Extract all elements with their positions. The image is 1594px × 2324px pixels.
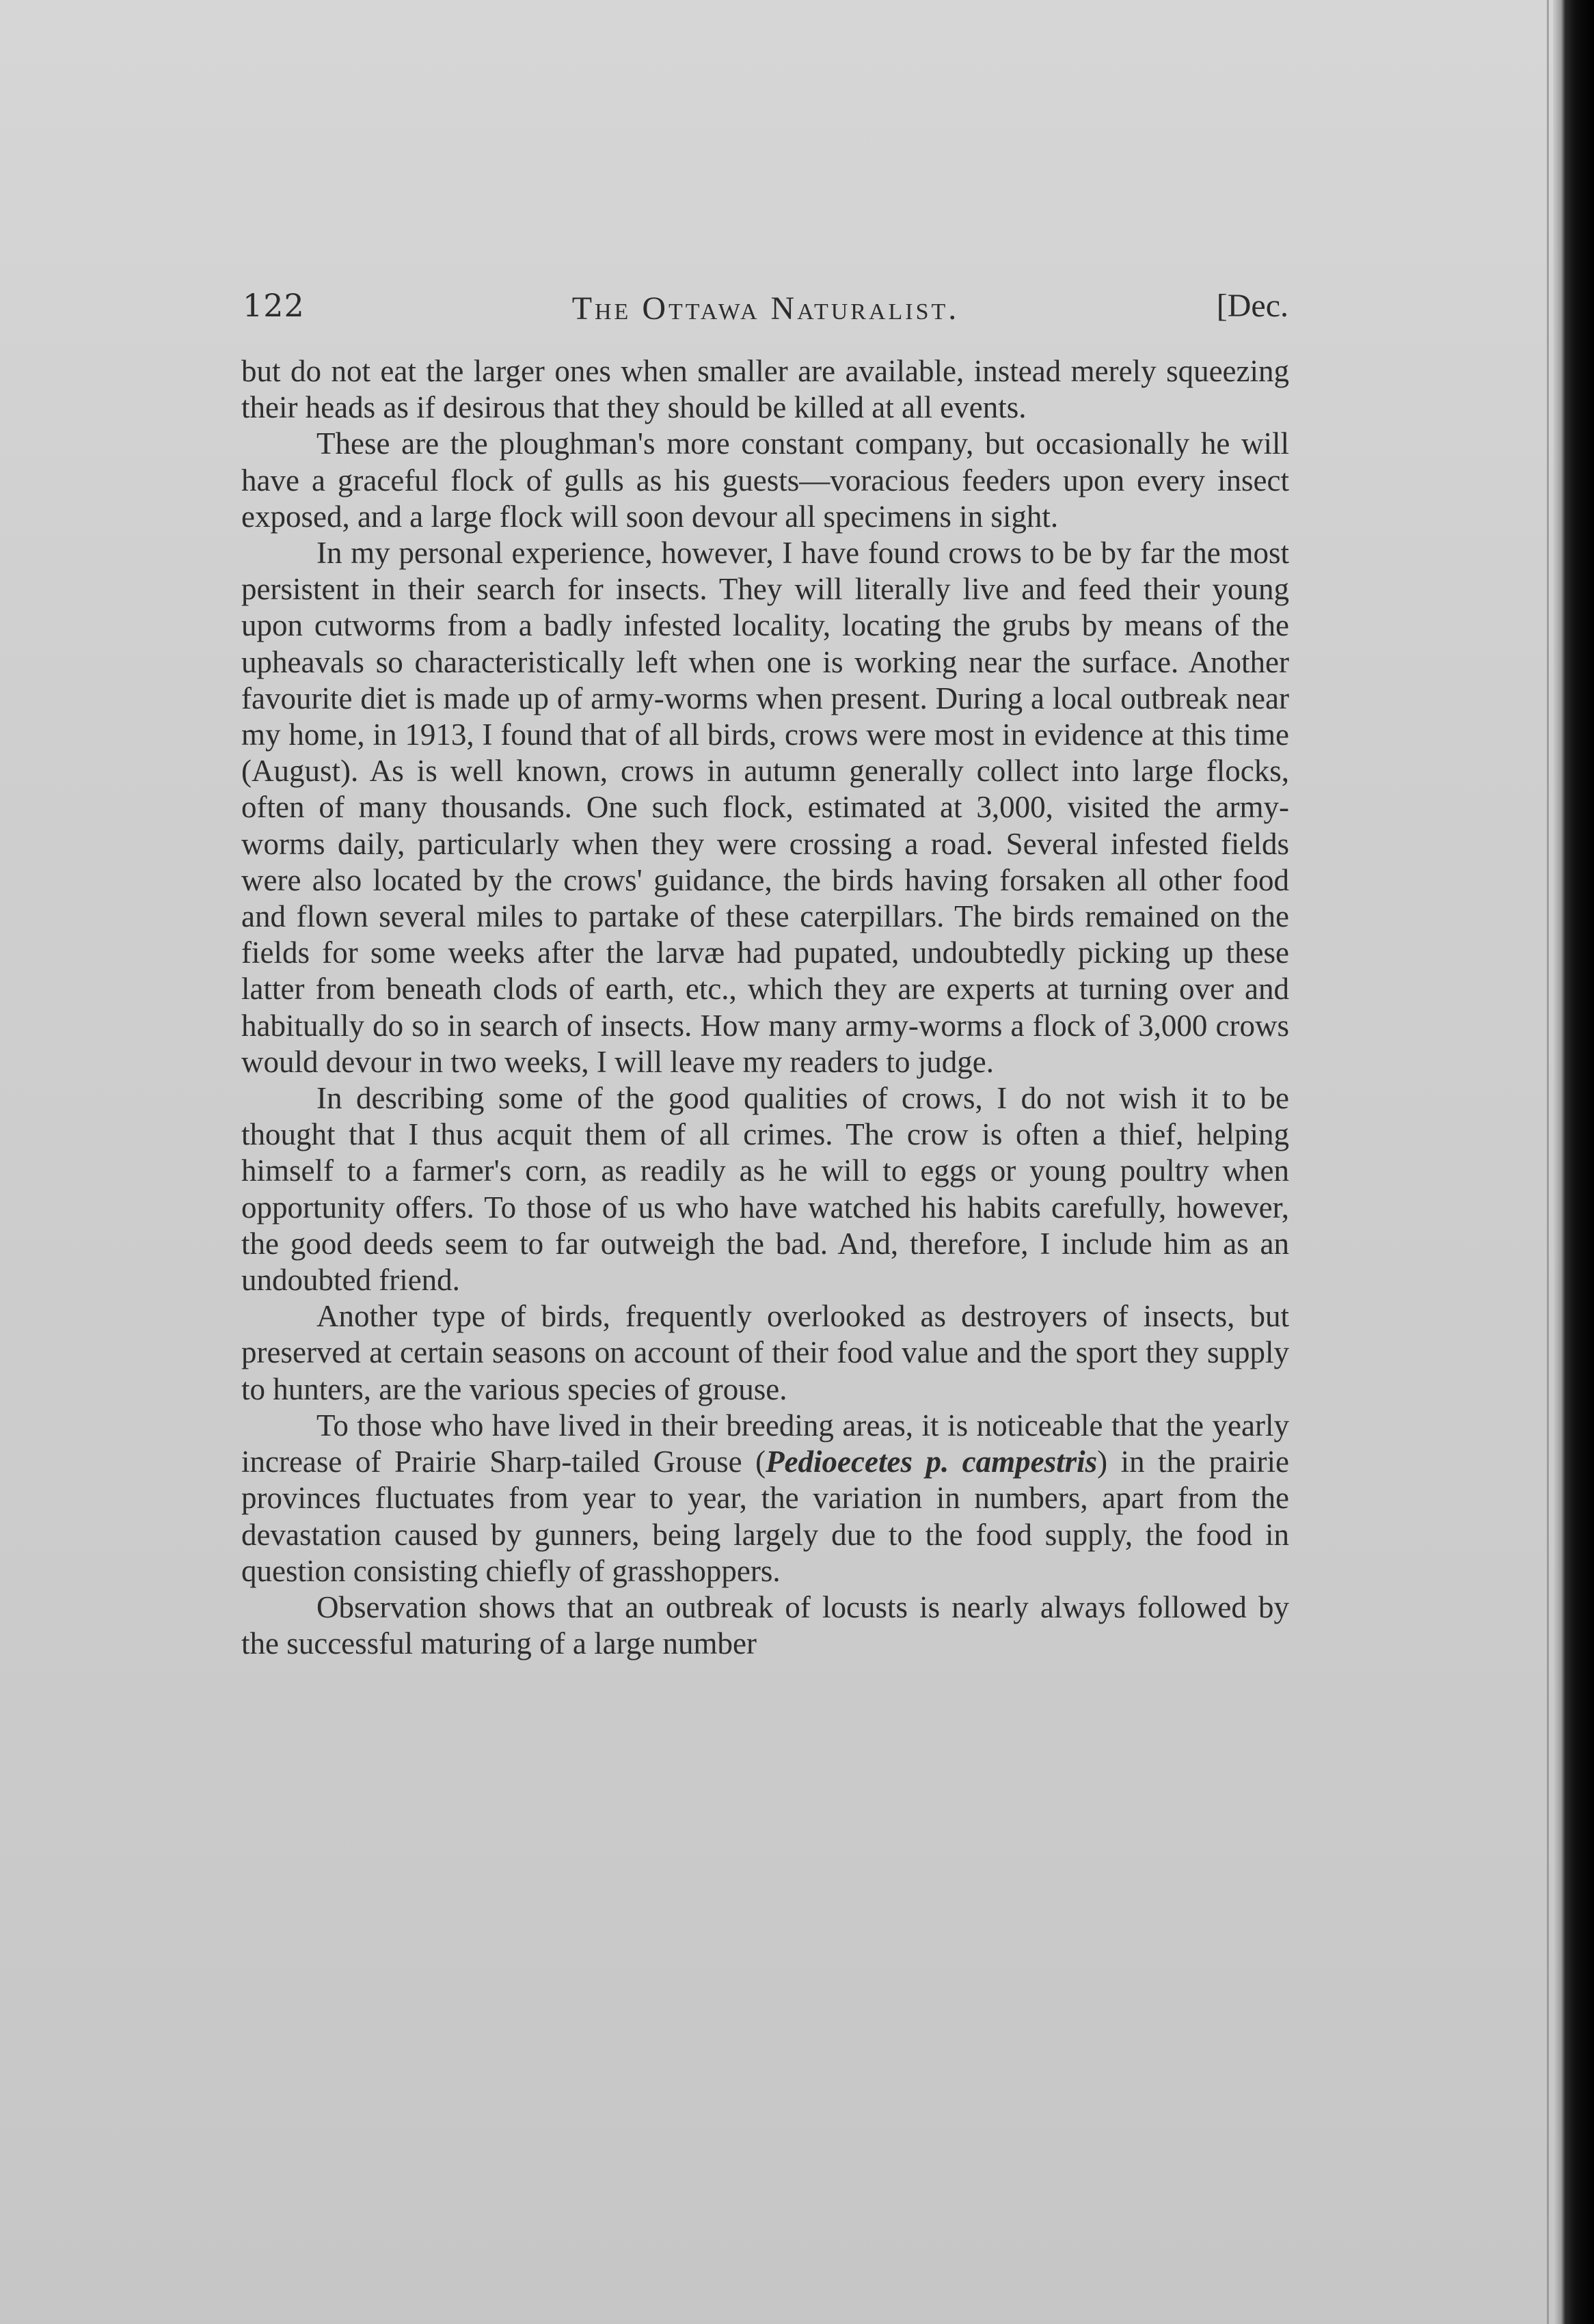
journal-title: The Ottawa Naturalist. bbox=[571, 290, 960, 327]
paragraph-2: These are the ploughman's more constant company, but occasionally he will have a graceful flock of gulls as his guests—voracious feeders upon every insect exposed, and a large flock will soon devour all specimens in sight. bbox=[241, 426, 1289, 534]
paragraph-6-text-after: ) in the prairie provinces fluctuates from year to year, the variation in numbers, apart from the devastation caused by gunners, being largely due to the food supply, the food in question consisting chiefly of grasshoppers. bbox=[241, 1445, 1289, 1588]
paragraph-7: Observation shows that an outbreak of locusts is nearly always followed by the successful maturing of a large number bbox=[241, 1589, 1289, 1661]
paragraph-3: In my personal experience, however, I have found crows to be by far the most persistent in their search for insects. They will literally live and feed their young upon cutworms from a badly infested locality, locating the grubs by means of the upheavals so characteristically left when one is working near the surface. Another favourite diet is made up of army-worms when present. During a local outbreak near my home, in 1913, I found that of all birds, crows were most in evidence at this time (August). As is well known, crows in autumn generally collect into large flocks, often of many thousands. One such flock, estimated at 3,000, visited the army-worms daily, particularly when they were crossing a road. Several infested fields were also located by the crows' guidance, the birds having forsaken all other food and flown several miles to partake of these caterpillars. The birds remained on the fields for some weeks after the larvæ had pupated, undoubtedly picking up these latter from beneath clods of earth, etc., which they are experts at turning over and habitually do so in search of insects. How many army-worms a flock of 3,000 crows would devour in two weeks, I will leave my readers to judge. bbox=[241, 536, 1289, 1079]
paragraph-1: but do not eat the larger ones when smaller are available, instead merely squeezing their heads as if desirous that they should be killed at all events. bbox=[241, 354, 1289, 425]
paragraph-5: Another type of birds, frequently overlooked as destroyers of insects, but preserved at certain seasons on account of their food value and the sport they supply to hunters, are the various species of grouse. bbox=[241, 1299, 1289, 1406]
issue-month: [Dec. bbox=[1216, 288, 1288, 324]
page-edge-shadow bbox=[1547, 0, 1549, 2324]
paragraph-4: In describing some of the good qualities of crows, I do not wish it to be thought that I thus acquit them of all crimes. The crow is often a thief, helping himself to a farmer's corn, as readily as he will to eggs or young poultry when opportunity offers. To those of us who have watched his habits carefully, however, the good deeds seem to far outweigh the bad. And, therefore, I include him as an undoubted friend. bbox=[241, 1081, 1289, 1298]
page-number: 122 bbox=[243, 287, 305, 324]
paragraph-6 bbox=[241, 1408, 1289, 1589]
species-name: Pedioecetes p. campestris bbox=[766, 1445, 1098, 1479]
running-header bbox=[243, 280, 1288, 335]
paragraph-6-text-before: To those who have lived in their breeding areas, it is noticeable that the yearly increase of Prairie Sharp-tailed Grouse ( bbox=[241, 1408, 1289, 1479]
article-body bbox=[241, 353, 1289, 1662]
page-binding-edge bbox=[1553, 0, 1594, 2324]
